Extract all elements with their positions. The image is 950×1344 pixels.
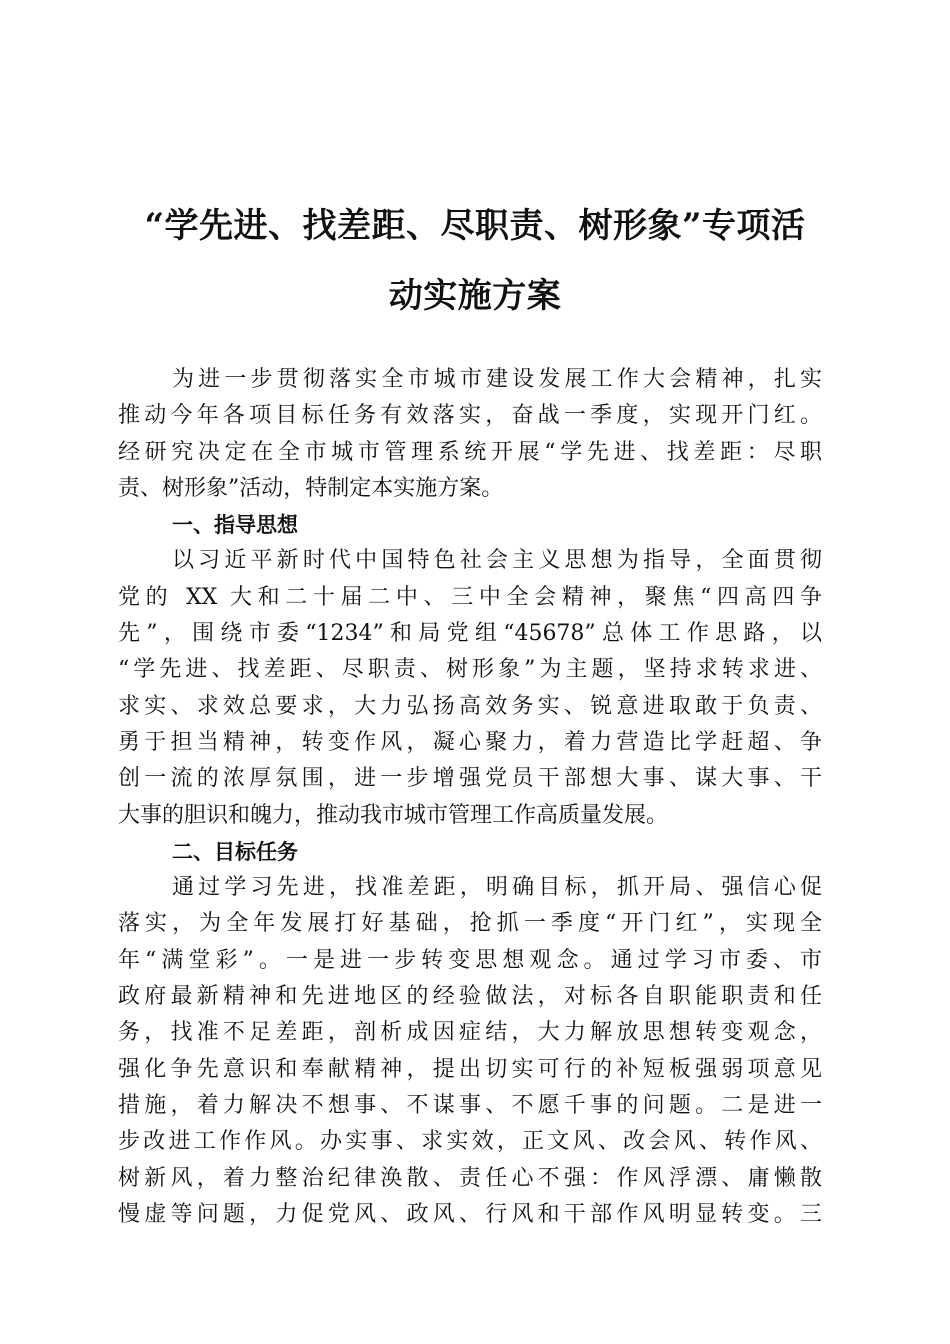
document-body [118, 362, 822, 1233]
section1-line: 创一流的浓厚氛围，进一步增强党员干部想大事、谋大事、干 [118, 766, 822, 792]
section2-line: 务，找准不足差距，剖析成因症结，大力解放思想转变观念， [118, 1020, 822, 1046]
document-title-line-1: “学先进、找差距、尽职责、树形象”专项活 [144, 206, 806, 246]
intro-line: 经研究决定在全市城市管理系统开展“学先进、找差距：尽职 [118, 439, 822, 465]
section1-line: 勇于担当精神，转变作风，凝心聚力，着力营造比学赶超、争 [118, 729, 822, 755]
intro-line: 为进一步贯彻落实全市城市建设发展工作大会精神，扎实 [172, 367, 822, 392]
section2-line: 步改进工作作风。办实事、求实效，正文风、改会风、转作风、 [118, 1129, 822, 1155]
section2-line: 树新风，着力整治纪律涣散、责任心不强：作风浮漂、庸懒散 [118, 1165, 822, 1191]
section2-line: 强化争先意识和奉献精神，提出切实可行的补短板强弱项意见 [118, 1056, 822, 1082]
intro-line: 责、树形象”活动，特制定本实施方案。 [118, 475, 504, 501]
section2-line: 年“满堂彩”。一是进一步转变思想观念。通过学习市委、市 [118, 947, 822, 973]
section2-line: 措施，着力解决不想事、不谋事、不愿千事的问题。二是进一 [118, 1092, 822, 1118]
section2-line: 落实，为全年发展打好基础，抢抓一季度“开门红”，实现全 [118, 911, 822, 937]
section1-line: “学先进、找差距、尽职责、树形象”为主题，坚持求转求进、 [118, 657, 822, 683]
section1-line: 求实、求效总要求，大力弘扬高效务实、锐意进取敢于负责、 [118, 693, 822, 719]
section-heading-guiding-ideology: 一、指导思想 [172, 513, 298, 538]
section2-line: 通过学习先进，找准差距，明确目标，抓开局、强信心促 [172, 875, 822, 901]
document-title-line-2: 动实施方案 [388, 276, 562, 316]
intro-line: 推动今年各项目标任务有效落实，奋战一季度，实现开门红。 [118, 403, 822, 429]
section2-line: 慢虚等问题，力促党风、政风、行风和干部作风明显转变。三 [118, 1201, 822, 1227]
section1-line: 先”，围绕市委“1234”和局党组“45678”总体工作思路，以 [118, 621, 822, 647]
section-heading-goals-tasks: 二、目标任务 [172, 839, 298, 864]
section2-line: 政府最新精神和先进地区的经验做法，对标各自职能职责和任 [118, 984, 822, 1010]
section1-line: 以习近平新时代中国特色社会主义思想为指导，全面贯彻 [172, 548, 822, 574]
section1-line: 党的 XX 大和二十届二中、三中全会精神，聚焦“四高四争 [118, 584, 822, 610]
section1-line: 大事的胆识和魄力，推动我市城市管理工作高质量发展。 [118, 802, 669, 828]
